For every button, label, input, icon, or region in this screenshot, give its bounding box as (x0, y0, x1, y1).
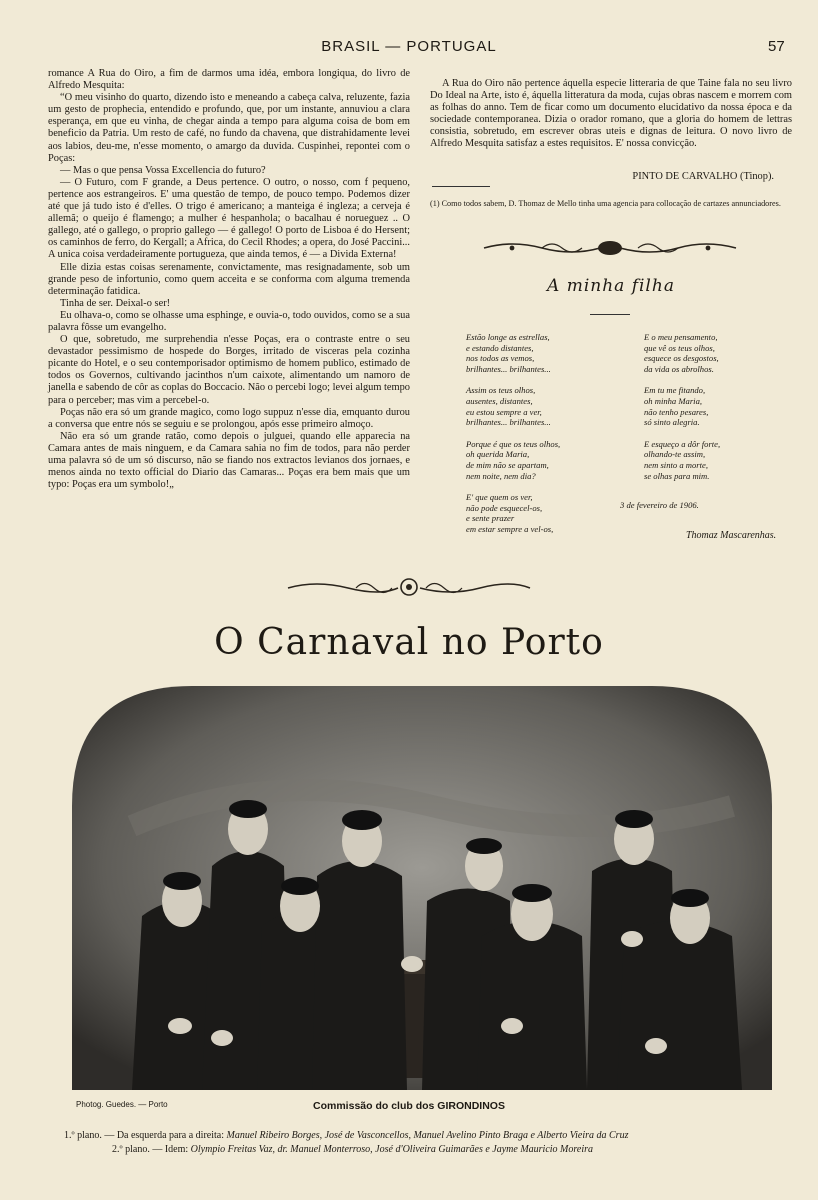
poem-title: A minha filha (547, 276, 675, 296)
poem-line: E' que quem os ver, (466, 492, 533, 503)
poem-line: oh minha Maria, (644, 395, 703, 406)
poem-stanza (466, 332, 616, 374)
poem-author: Thomaz Mascarenhas. (686, 530, 777, 541)
poem-left-column (466, 332, 616, 546)
paragraph: — Mas o que pensa Vossa Excellencia do futuro? (60, 164, 266, 176)
poem-line: esquece os desgostos, (644, 353, 719, 364)
caption-names-prefix: 1.º plano. — Da esquerda para a direita: (64, 1130, 224, 1141)
paragraph: Não era só um grande ratão, como depois o julguei, quando elle apparecia na Camara antes de mais ninguem, e da Camara sahia no fim de todos, para não perder uma palavra só de um só discurso, não se fiando nos extractos levianos dos jornaes, e menos ainda no texto official do Diario das Camaras... Poças era bem mais que um typo: Poças era um symbolo!„ (48, 430, 410, 491)
paragraph: Elle dizia estas coisas serenamente, convictamente, mas resignadamente, sob um grande peso de infortunio, como quem acceita e se conforma com alguma tremenda determinação fatidica. (48, 261, 410, 297)
poem-line: em estar sempre a vel-os, (466, 523, 554, 534)
decorative-ornament (482, 238, 738, 258)
paragraph: romance A Rua do Oiro, a fim de darmos uma idéa, embora longiqua, do livro de Alfredo Mesquita: (48, 68, 410, 92)
photo-credit: Photog. Guedes. — Porto (76, 1100, 168, 1109)
poem-stanza (644, 385, 794, 427)
poem-line: Porque é que os teus olhos, (466, 438, 561, 449)
poem-line: Estão longe as estrellas, (466, 332, 550, 342)
poem-line: não pode esquecel-os, (466, 502, 543, 513)
article-signature: PINTO DE CARVALHO (Tinop). (632, 171, 774, 182)
section-title: O Carnaval no Porto (214, 622, 604, 663)
poem-line: não tenho pesares, (644, 406, 709, 417)
poem-line: só sinto alegria. (644, 417, 700, 428)
paragraph: — O Futuro, com F grande, a Deus pertence. O outro, o nosso, com f pequeno, pertence aos estrangeiros. E' uma questão de tempo, de pouco tempo. Podemos dizer até que já tudo isto é d'elles. O trigo é americano; a manteiga é ingleza; a cerveja é allemã; o queijo é flamengo; a mulher é hespanhola; o bacalhau é norueguez .. O gallego, até o gallego, o proprio gallego — é gallego! O porto de Lisboa é do Hersent; os caminhos de ferro, do Kergall; a Africa, do Cecil Rhodes; a opera, do José Paccini... A unica coisa verdadeiramente portugueza, que ainda temos, é — a Divida Externa! (48, 176, 410, 261)
poem-stanza (466, 492, 616, 534)
poem-right-column (644, 332, 794, 492)
poem-line: da vida os abrolhos. (644, 363, 714, 374)
paragraph: A Rua do Oiro não pertence áquella especie litteraria de que Taine fala no seu livro Do Ideal na Arte, isto é, áquella litteratura da moda, cujas obras nascem e morrem com as folhas do anno. Tem de ficar como um documento elucidativo da nossa época e da sociedade contemporanea. Dizia o orador romano, que a gloria do homem de lettras consistia, sobretudo, em escrever obras uteis e dignas de leitura. O novo livro de Alfredo Mesquita satisfaz a estes requisitos. E' nossa convicção. (430, 78, 792, 150)
poem-line: Assim os teus olhos, (466, 385, 536, 396)
paragraph: “O meu visinho do quarto, dizendo isto e meneando a cabeça calva, reluzente, fazia um gesto de prophecia, entendido e profundo, que, por um instante, annuviou a clara esperança, em que eu vinha, de chegar ainda a tempo para alguma coisa de bom em beneficio da Patria. Um resto de café, no fundo da chavena, que distrahidamente levei aos labios, deu-me, n'esse momento, o amargo da duvida. Cuspinhei, repontei com o Poças: (48, 92, 410, 164)
photo-caption: Commissão do club dos GIRONDINOS (313, 1100, 505, 1112)
caption-names-prefix: 2.º plano. — Idem: (112, 1144, 189, 1155)
footnote: (1) Como todos sabem, D. Thomaz de Mello tinha uma agencia para collocação de cartazes annunciadores. (430, 199, 781, 208)
page-header-title: BRASIL — PORTUGAL (321, 38, 497, 55)
paragraph: Tinha de ser. Deixal-o ser! (60, 297, 171, 309)
poem-date: 3 de fevereiro de 1906. (620, 500, 699, 510)
poem-line: brilhantes... brilhantes... (466, 417, 551, 428)
footnote-rule (432, 186, 490, 187)
poem-line: nos todos as vemos, (466, 353, 535, 364)
paragraph: O que, sobretudo, me surprehendia n'esse Poças, era o contraste entre o seu devastador pessimismo de hospede do Borges, irritado de visceras pela cozinha picante do Hotel, e o seu contemporisador optimismo de homem publico, estimado de todos os Governos, cultivando jacinthos n'um caixote, alimentando um namoro de janella e sabendo de côr as coplas do Boccacio. Não o percebi logo; levei algum tempo para o perceber; mas vim a percebel-o. (48, 334, 410, 406)
poem-line: olhando-te assim, (644, 449, 706, 460)
poem-line: de mim não se apartam, (466, 459, 549, 470)
poem-line: E esqueço a dôr forte, (644, 438, 721, 449)
left-text-column (48, 68, 410, 491)
page-number: 57 (768, 38, 785, 55)
poem-line: nem noite, nem dia? (466, 470, 536, 481)
poem-line: se olhas para mim. (644, 470, 710, 481)
caption-names: Manuel Ribeiro Borges, José de Vasconcellos, Manuel Avelino Pinto Braga e Alberto Vieira da Cruz (226, 1130, 629, 1141)
paragraph: Eu olhava-o, como se olhasse uma esphinge, e ouvia-o, todo ouvidos, como se a sua palavra fôsse um evangelho. (48, 309, 410, 333)
right-text-column (430, 78, 792, 151)
group-photograph (72, 686, 772, 1090)
poem-stanza (644, 439, 794, 481)
poem-rule (590, 314, 630, 315)
decorative-ornament (286, 576, 532, 598)
poem-line: Em tu me fitando, (644, 385, 706, 396)
paragraph: Poças não era só um grande magico, como logo suppuz n'esse dia, emquanto durou a conversa que entre nós se seguiu e se prolongou, após esse primeiro almoço. (48, 406, 410, 430)
poem-line: eu estou sempre a ver, (466, 406, 542, 417)
poem-line: oh querida Maria, (466, 449, 530, 460)
poem-stanza (644, 332, 794, 374)
poem-line: E o meu pensamento, (644, 332, 718, 342)
poem-line: e sente prazer (466, 513, 515, 524)
poem-line: que vê os teus olhos, (644, 342, 715, 353)
caption-names-first-row (64, 1130, 784, 1141)
poem-stanza (466, 439, 616, 481)
poem-line: e estando distantes, (466, 342, 534, 353)
poem-stanza (466, 385, 616, 427)
poem-line: nem sinto a morte, (644, 459, 708, 470)
poem-line: ausentes, distantes, (466, 395, 533, 406)
caption-names-second-row (112, 1144, 802, 1155)
caption-names: Olympio Freitas Vaz, dr. Manuel Monterroso, José d'Oliveira Guimarães e Jayme Mauricio Moreira (190, 1144, 594, 1155)
poem-line: brilhantes... brilhantes... (466, 363, 551, 374)
